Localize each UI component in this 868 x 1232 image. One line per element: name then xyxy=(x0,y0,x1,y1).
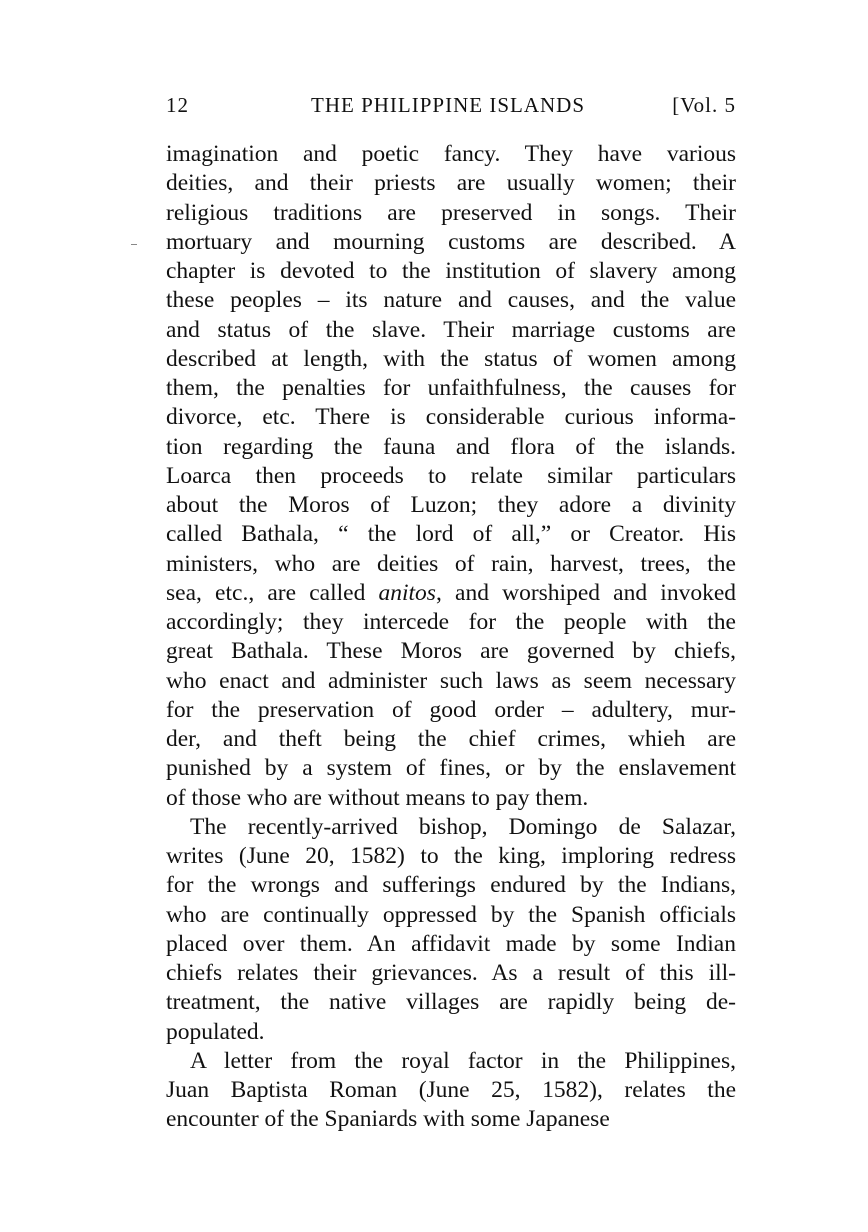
text-line: imagination and poetic fancy. They have various xyxy=(166,141,736,167)
text-line: treatment, the native villages are rapidly being de- xyxy=(166,989,736,1016)
text-line: chapter is devoted to the institution of slavery among xyxy=(166,258,736,284)
body-text xyxy=(166,140,736,1135)
text-line: who enact and administer such laws as seem necessary xyxy=(166,667,736,694)
volume-label: [Vol. 5 xyxy=(672,93,736,117)
text-line: for the wrongs and sufferings endured by the Indians, xyxy=(166,872,736,899)
text-line: Juan Baptista Roman (June 25, 1582), relates the xyxy=(166,1077,736,1103)
text-line: for the preservation of good order – adultery, mur- xyxy=(166,696,736,723)
text-line: divorce, etc. There is considerable curious informa- xyxy=(166,404,736,431)
text-line: about the Moros of Luzon; they adore a divinity xyxy=(166,492,736,518)
text-line: populated. xyxy=(166,1018,265,1045)
text-line: encounter of the Spaniards with some Japanese xyxy=(166,1106,610,1133)
text-line: placed over them. An affidavit made by some Indian xyxy=(166,930,736,957)
paragraph xyxy=(166,1047,736,1135)
italic-term: anitos xyxy=(378,579,436,606)
page-number: 12 xyxy=(166,93,189,117)
text-line: great Bathala. These Moros are governed by chiefs, xyxy=(166,638,736,665)
text-line: punished by a system of fines, or by the enslavement xyxy=(166,755,736,782)
running-head xyxy=(166,93,736,123)
text-line: and status of the slave. Their marriage customs are xyxy=(166,316,736,343)
text-line: A letter from the royal factor in the Philippines, xyxy=(190,1047,736,1074)
paragraph xyxy=(166,140,736,813)
text-line: tion regarding the fauna and flora of the islands. xyxy=(166,433,736,460)
text-line: accordingly; they intercede for the people with the xyxy=(166,609,736,635)
text-line: who are continually oppressed by the Spanish officials xyxy=(166,901,736,928)
text-line: sea, etc., are called anitos, and worshiped and invoked xyxy=(166,579,736,606)
text-line: these peoples – its nature and causes, and the value xyxy=(166,287,736,314)
text-line: called Bathala, “ the lord of all,” or Creator. His xyxy=(166,521,736,548)
text-line: writes (June 20, 1582) to the king, imploring redress xyxy=(166,843,736,869)
text-line: The recently-arrived bishop, Domingo de Salazar, xyxy=(190,813,736,840)
margin-mark xyxy=(131,244,137,245)
text-line: ministers, who are deities of rain, harvest, trees, the xyxy=(166,550,736,577)
text-line: mortuary and mourning customs are described. A xyxy=(166,228,736,255)
text-line: deities, and their priests are usually women; their xyxy=(166,170,736,197)
text-line: of those who are without means to pay them. xyxy=(166,784,589,811)
text-line: described at length, with the status of women among xyxy=(166,345,736,372)
text-line: religious traditions are preserved in songs. Their xyxy=(166,199,736,226)
text-line: der, and theft being the chief crimes, whieh are xyxy=(166,726,736,752)
text-line: Loarca then proceeds to relate similar particulars xyxy=(166,462,736,489)
paragraph xyxy=(166,813,736,1047)
text-line: chiefs relates their grievances. As a result of this ill- xyxy=(166,960,736,986)
text-line: them, the penalties for unfaithfulness, the causes for xyxy=(166,375,736,401)
running-title: THE PHILIPPINE ISLANDS xyxy=(311,93,585,117)
